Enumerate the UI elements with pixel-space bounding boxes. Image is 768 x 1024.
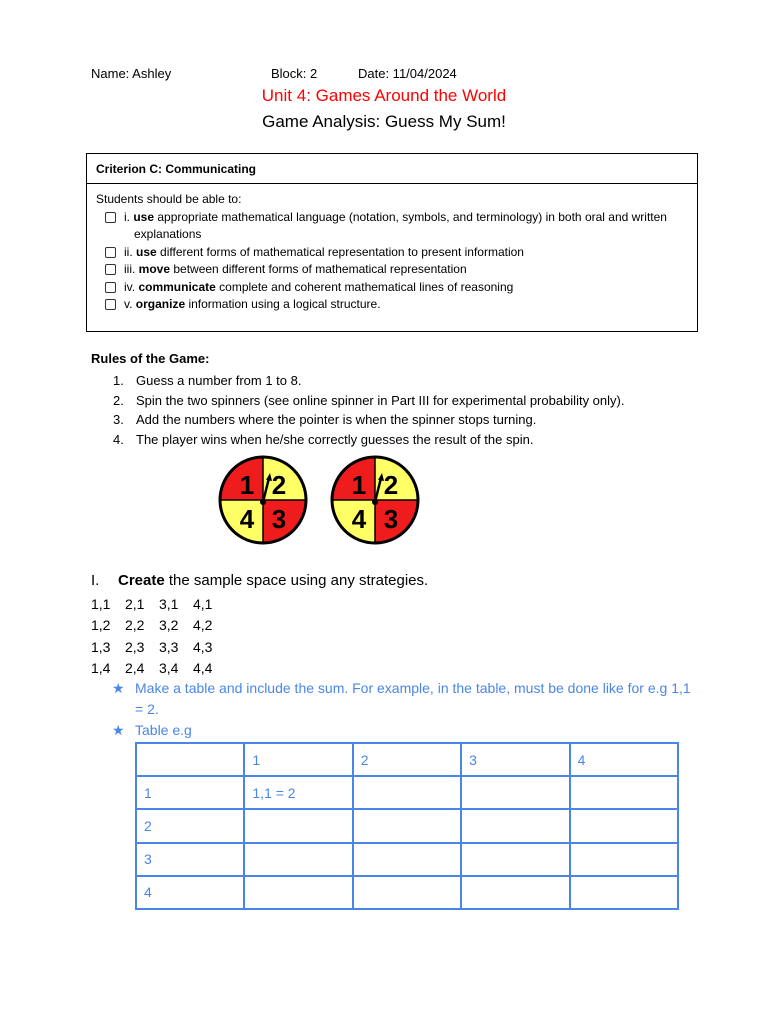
student-info-line xyxy=(0,66,768,82)
table-row xyxy=(136,876,678,909)
table-row xyxy=(136,776,678,809)
criterion-item: iv. communicate complete and coherent mathematical lines of reasoning xyxy=(105,279,697,297)
spinner-label: 2 xyxy=(271,470,287,500)
table-cell[interactable] xyxy=(461,809,569,842)
page-title: Game Analysis: Guess My Sum! xyxy=(262,112,506,131)
table-cell[interactable]: 4 xyxy=(570,743,678,776)
rule-item: 1. Guess a number from 1 to 8. xyxy=(113,373,302,388)
spinner-label: 3 xyxy=(383,504,399,534)
table-cell[interactable] xyxy=(353,843,461,876)
sample-space-row: 1,2 2,2 3,2 4,2 xyxy=(91,617,213,634)
checkbox[interactable] xyxy=(105,264,116,275)
table-cell[interactable] xyxy=(136,743,244,776)
criterion-intro: Students should be able to: xyxy=(96,192,242,206)
note-item: ★ Make a table and include the sum. For example, in the table, must be done like for e.g 1,1 = 2. xyxy=(112,678,692,720)
table-row xyxy=(136,743,678,776)
table-cell[interactable] xyxy=(570,876,678,909)
spinner-label: 1 xyxy=(239,470,255,500)
table-cell[interactable] xyxy=(244,809,352,842)
spinner-label: 1 xyxy=(351,470,367,500)
table-cell[interactable] xyxy=(461,843,569,876)
table-cell[interactable] xyxy=(461,876,569,909)
table-cell[interactable] xyxy=(353,776,461,809)
rules-list xyxy=(113,371,713,449)
table-cell[interactable] xyxy=(244,843,352,876)
table-row xyxy=(136,809,678,842)
section-1-heading: I. Create the sample space using any strategies. xyxy=(91,572,429,589)
table-cell[interactable] xyxy=(353,809,461,842)
criterion-box xyxy=(86,153,698,332)
table-cell[interactable]: 3 xyxy=(461,743,569,776)
sample-space-row: 1,3 2,3 3,3 4,3 xyxy=(91,638,213,655)
table-cell[interactable]: 2 xyxy=(136,809,244,842)
note-item: ★ Table e.g xyxy=(112,720,692,741)
table-cell[interactable] xyxy=(353,876,461,909)
teacher-notes xyxy=(112,678,692,740)
rule-item: 4. The player wins when he/she correctly guesses the result of the spin. xyxy=(113,431,534,447)
table-cell[interactable] xyxy=(570,843,678,876)
table-cell[interactable]: 2 xyxy=(353,743,461,776)
checkbox[interactable] xyxy=(105,212,116,223)
criterion-heading: Criterion C: Communicating xyxy=(87,154,697,184)
spinner-label: 2 xyxy=(383,470,399,500)
table-cell[interactable]: 3 xyxy=(136,843,244,876)
table-cell[interactable]: 1 xyxy=(244,743,352,776)
assignment-date: Date: 11/04/2024 xyxy=(358,66,457,81)
spinner-label: 4 xyxy=(239,504,255,534)
star-icon: ★ xyxy=(112,680,125,696)
student-block: Block: 2 xyxy=(271,66,318,81)
table-cell[interactable] xyxy=(461,776,569,809)
sample-space xyxy=(91,594,227,679)
table-cell[interactable]: 1,1 = 2 xyxy=(244,776,352,809)
sample-space-row: 1,1 2,1 3,1 4,1 xyxy=(91,596,213,612)
rules-heading: Rules of the Game: xyxy=(91,351,210,366)
rule-item: 2. Spin the two spinners (see online spinner in Part III for experimental probability only). xyxy=(113,392,625,408)
table-cell[interactable] xyxy=(244,876,352,909)
star-icon: ★ xyxy=(112,721,125,738)
table-cell[interactable]: 1 xyxy=(136,776,244,809)
checkbox[interactable] xyxy=(105,282,116,293)
rule-item: 3. Add the numbers where the pointer is when the spinner stops turning. xyxy=(113,412,537,427)
table-cell[interactable]: 4 xyxy=(136,876,244,909)
example-sum-table xyxy=(135,742,679,910)
unit-title: Unit 4: Games Around the World xyxy=(261,86,507,105)
criterion-item: v. organize information using a logical structure. xyxy=(105,296,697,314)
table-row xyxy=(136,843,678,876)
student-name: Name: Ashley xyxy=(91,66,172,81)
spinner-2 xyxy=(329,454,421,546)
table-cell[interactable] xyxy=(570,809,678,842)
spinner-label: 4 xyxy=(351,504,367,534)
criterion-body xyxy=(87,184,697,314)
criterion-item: iii. move between different forms of mathematical representation xyxy=(105,261,697,279)
table-cell[interactable] xyxy=(570,776,678,809)
checkbox[interactable] xyxy=(105,247,116,258)
checkbox[interactable] xyxy=(105,299,116,310)
criterion-item: ii. use different forms of mathematical representation to present information xyxy=(105,244,697,262)
spinner-1 xyxy=(217,454,309,546)
criterion-item: i. use appropriate mathematical language (notation, symbols, and terminology) in both oral and written explanations xyxy=(105,209,697,244)
spinner-label: 3 xyxy=(271,504,287,534)
sample-space-row: 1,4 2,4 3,4 4,4 xyxy=(91,659,213,676)
